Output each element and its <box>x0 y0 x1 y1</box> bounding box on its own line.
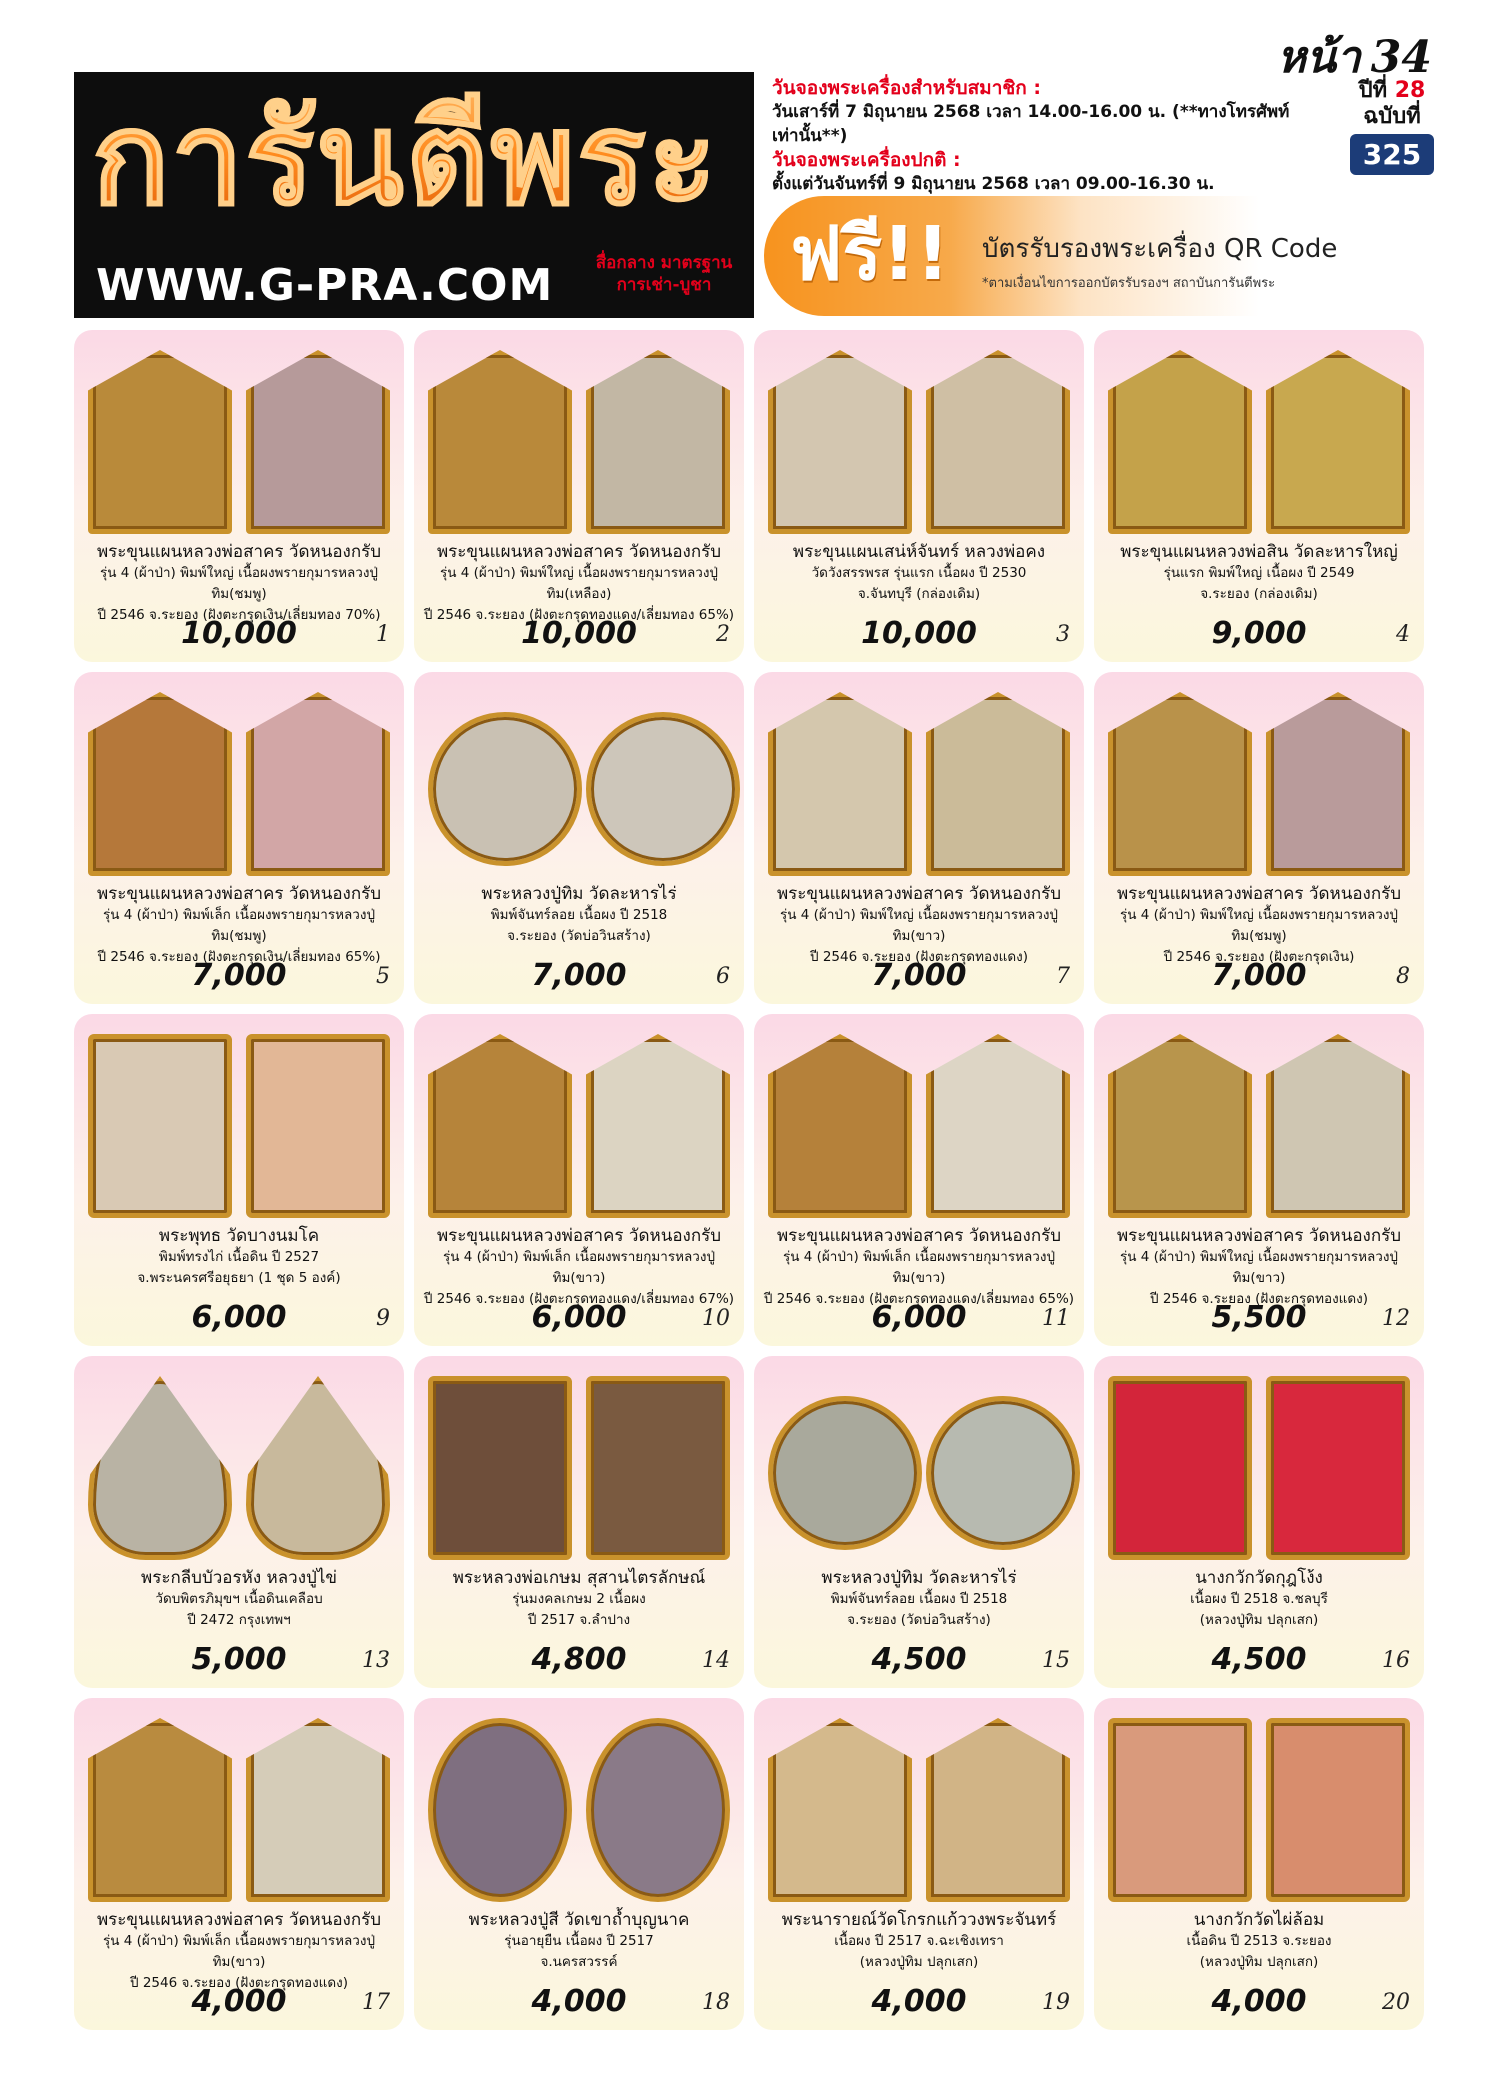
logo-title: การันตีพระ <box>92 90 742 230</box>
amulet-card[interactable] <box>414 672 744 1004</box>
amulet-front-image <box>768 350 912 534</box>
amulet-back-image <box>926 692 1070 876</box>
amulet-title: พระพุทธ วัดบางนมโค <box>158 1226 320 1246</box>
amulet-detail: รุ่น 4 (ผ้าป่า) พิมพ์เล็ก เนื้อผงพรายกุมารหลวงปู่ทิม(ขาว) <box>442 1249 716 1286</box>
amulet-caption <box>760 542 1078 605</box>
amulet-detail: พิมพ์จันทร์ลอย เนื้อผง ปี 2518 <box>490 907 668 923</box>
amulet-detail-2: ปี 2546 จ.ระยอง (ฝังตะกรุดเงิน/เลี่ยมทอง 65%) <box>97 949 381 965</box>
amulet-photos <box>428 1030 730 1222</box>
amulet-card[interactable] <box>74 1698 404 2030</box>
amulet-detail: เนื้อดิน ปี 2513 จ.ระยอง <box>1186 1933 1332 1949</box>
amulet-detail: รุ่น 4 (ผ้าป่า) พิมพ์ใหญ่ เนื้อผงพรายกุมารหลวงปู่ทิม(ขาว) <box>779 907 1058 944</box>
amulet-detail: พิมพ์จันทร์ลอย เนื้อผง ปี 2518 <box>830 1591 1008 1607</box>
amulet-detail-2: จ.ระยอง (กล่องเดิม) <box>1200 586 1318 602</box>
amulet-detail-2: ปี 2546 จ.ระยอง (ฝังตะกรุดทองแดง) <box>1149 1291 1369 1307</box>
amulet-card[interactable] <box>414 1698 744 2030</box>
amulet-caption <box>420 1226 738 1310</box>
amulet-caption <box>1100 542 1418 605</box>
booking-info <box>772 76 1332 196</box>
amulet-back-image <box>246 1376 390 1560</box>
amulet-detail-2: ปี 2517 จ.ลำปาง <box>527 1612 631 1628</box>
logo-slogan-line-1: สื่อกลาง มาตรฐาน <box>595 253 733 273</box>
amulet-front-image <box>88 1034 232 1218</box>
amulet-back-image <box>586 1034 730 1218</box>
amulet-caption <box>420 1568 738 1631</box>
amulet-price: 4,800 <box>531 1642 627 1677</box>
page-label: หน้า <box>1276 32 1361 83</box>
amulet-front-image <box>1108 1034 1252 1218</box>
amulet-front-image <box>1108 692 1252 876</box>
amulet-back-image <box>586 350 730 534</box>
amulet-number: 19 <box>1042 1990 1070 2015</box>
amulet-price: 7,000 <box>1211 958 1307 993</box>
amulet-title: พระกลีบบัวอรหัง หลวงปู่ไข่ <box>141 1568 337 1588</box>
amulet-back-image <box>246 1718 390 1902</box>
amulet-photos <box>428 1372 730 1564</box>
amulet-photos <box>768 1714 1070 1906</box>
amulet-photos <box>1108 346 1410 538</box>
amulet-front-image <box>428 692 572 876</box>
amulet-number: 15 <box>1042 1648 1070 1673</box>
amulet-photos <box>1108 1030 1410 1222</box>
member-booking-detail: วันเสาร์ที่ 7 มิถุนายน 2568 เวลา 14.00-16.00 น. (**ทางโทรศัพท์เท่านั้น**) <box>772 102 1290 146</box>
amulet-price: 9,000 <box>1211 616 1307 651</box>
amulet-price: 6,000 <box>531 1300 627 1335</box>
amulet-caption <box>1100 884 1418 968</box>
amulet-title: นางกวักวัดไผ่ล้อม <box>1193 1910 1325 1930</box>
amulet-back-image <box>246 350 390 534</box>
normal-booking-detail: ตั้งแต่วันจันทร์ที่ 9 มิถุนายน 2568 เวลา 09.00-16.30 น. <box>772 174 1215 194</box>
amulet-title: พระขุนแผนหลวงพ่อสาคร วัดหนองกรับ <box>96 1910 382 1930</box>
amulet-card[interactable] <box>754 1356 1084 1688</box>
amulet-detail: รุ่นอายุยืน เนื้อผง ปี 2517 <box>504 1933 654 1949</box>
amulet-front-image <box>428 1718 572 1902</box>
amulet-caption <box>420 542 738 626</box>
page-number-value: 34 <box>1370 32 1432 83</box>
amulet-photos <box>88 1030 390 1222</box>
amulet-number: 14 <box>702 1648 730 1673</box>
amulet-caption <box>760 1226 1078 1310</box>
amulet-front-image <box>768 692 912 876</box>
amulet-photos <box>1108 688 1410 880</box>
amulet-detail-2: จ.ระยอง (วัดบ่อวินสร้าง) <box>507 928 651 944</box>
amulet-detail-2: ปี 2546 จ.ระยอง (ฝังตะกรุดทองแดง/เลี่ยมทอง 65%) <box>763 1291 1075 1307</box>
amulet-back-image <box>586 692 730 876</box>
amulet-detail: รุ่น 4 (ผ้าป่า) พิมพ์เล็ก เนื้อผงพรายกุมารหลวงปู่ทิม(ชมพู) <box>102 907 376 944</box>
amulet-card[interactable] <box>74 330 404 662</box>
amulet-front-image <box>428 350 572 534</box>
amulet-number: 5 <box>376 964 390 989</box>
amulet-caption <box>1100 1226 1418 1310</box>
amulet-card[interactable] <box>754 1014 1084 1346</box>
amulet-number: 12 <box>1382 1306 1410 1331</box>
amulet-caption <box>80 884 398 968</box>
amulet-number: 18 <box>702 1990 730 2015</box>
amulet-card[interactable] <box>754 672 1084 1004</box>
amulet-card[interactable] <box>1094 1356 1424 1688</box>
banner-description: บัตรรับรองพระเครื่อง QR Code <box>982 234 1338 264</box>
amulet-photos <box>1108 1714 1410 1906</box>
amulet-photos <box>88 1714 390 1906</box>
amulet-price: 4,000 <box>871 1984 967 2019</box>
amulet-back-image <box>926 1034 1070 1218</box>
amulet-detail: วัดบพิตรภิมุขฯ เนื้อดินเคลือบ <box>155 1591 323 1607</box>
amulet-caption <box>420 1910 738 1973</box>
amulet-caption <box>80 542 398 626</box>
amulet-number: 17 <box>362 1990 390 2015</box>
amulet-number: 7 <box>1056 964 1070 989</box>
amulet-photos <box>768 346 1070 538</box>
amulet-number: 16 <box>1382 1648 1410 1673</box>
amulet-title: นางกวักวัดกุฎโง้ง <box>1195 1568 1323 1588</box>
amulet-back-image <box>926 1718 1070 1902</box>
amulet-number: 1 <box>376 622 390 647</box>
amulet-price: 7,000 <box>531 958 627 993</box>
amulet-card[interactable] <box>414 1014 744 1346</box>
amulet-front-image <box>1108 350 1252 534</box>
amulet-photos <box>768 1030 1070 1222</box>
issue-number-badge: 325 <box>1350 134 1434 175</box>
amulet-caption <box>80 1568 398 1631</box>
amulet-price: 4,500 <box>871 1642 967 1677</box>
amulet-price: 10,000 <box>181 616 297 651</box>
amulet-caption <box>80 1226 398 1289</box>
amulet-title: พระขุนแผนเสน่ห์จันทร์ หลวงพ่อคง <box>792 542 1046 562</box>
amulet-number: 10 <box>702 1306 730 1331</box>
amulet-number: 11 <box>1042 1306 1070 1331</box>
amulet-back-image <box>246 1034 390 1218</box>
amulet-photos <box>428 346 730 538</box>
amulet-detail-2: (หลวงปู่ทิม ปลุกเสก) <box>859 1954 979 1970</box>
amulet-photos <box>88 346 390 538</box>
amulet-front-image <box>768 1376 912 1560</box>
amulet-card[interactable] <box>754 330 1084 662</box>
amulet-title: พระนารายณ์วัดโกรกแก้ววงพระจันทร์ <box>781 1910 1057 1930</box>
amulet-detail-2: (หลวงปู่ทิม ปลุกเสก) <box>1199 1612 1319 1628</box>
amulet-detail-2: จ.นครสวรรค์ <box>540 1954 618 1970</box>
amulet-detail: รุ่น 4 (ผ้าป่า) พิมพ์เล็ก เนื้อผงพรายกุมารหลวงปู่ทิม(ขาว) <box>102 1933 376 1970</box>
amulet-detail: เนื้อผง ปี 2518 จ.ชลบุรี <box>1190 1591 1328 1607</box>
amulet-detail: รุ่นแรก พิมพ์ใหญ่ เนื้อผง ปี 2549 <box>1163 565 1355 581</box>
amulet-detail: วัดวังสรรพรส รุ่นแรก เนื้อผง ปี 2530 <box>811 565 1027 581</box>
amulet-card[interactable] <box>1094 1698 1424 2030</box>
amulet-title: พระขุนแผนหลวงพ่อสาคร วัดหนองกรับ <box>96 542 382 562</box>
amulet-front-image <box>1108 1718 1252 1902</box>
amulet-title: พระขุนแผนหลวงพ่อสาคร วัดหนองกรับ <box>776 884 1062 904</box>
amulet-price: 7,000 <box>191 958 287 993</box>
amulet-card[interactable] <box>414 1356 744 1688</box>
amulet-front-image <box>428 1376 572 1560</box>
amulet-title: พระหลวงปู่ทิม วัดละหารไร่ <box>821 1568 1017 1588</box>
amulet-price: 4,000 <box>191 1984 287 2019</box>
normal-booking-heading: วันจองพระเครื่องปกติ : <box>772 149 961 171</box>
amulet-detail: รุ่นมงคลเกษม 2 เนื้อผง <box>512 1591 646 1607</box>
amulet-photos <box>88 688 390 880</box>
amulet-front-image <box>768 1718 912 1902</box>
amulet-number: 20 <box>1382 1990 1410 2015</box>
amulet-caption <box>1100 1568 1418 1631</box>
amulet-title: พระขุนแผนหลวงพ่อสาคร วัดหนองกรับ <box>776 1226 1062 1246</box>
banner-note: *ตามเงื่อนไขการออกบัตรรับรองฯ สถาบันการันตีพระ <box>982 276 1276 291</box>
amulet-caption <box>1100 1910 1418 1973</box>
amulet-price: 5,500 <box>1211 1300 1307 1335</box>
issue-label: ฉบับที่ <box>1363 104 1421 129</box>
amulet-detail-2: (หลวงปู่ทิม ปลุกเสก) <box>1199 1954 1319 1970</box>
amulet-number: 8 <box>1396 964 1410 989</box>
amulet-front-image <box>428 1034 572 1218</box>
amulet-photos <box>88 1372 390 1564</box>
amulet-back-image <box>926 350 1070 534</box>
free-label: ฟรี!! <box>790 211 950 297</box>
amulet-photos <box>768 688 1070 880</box>
amulet-detail-2: ปี 2472 กรุงเทพฯ <box>187 1612 291 1628</box>
amulet-price: 10,000 <box>861 616 977 651</box>
amulet-back-image <box>1266 692 1410 876</box>
amulet-card[interactable] <box>754 1698 1084 2030</box>
amulet-back-image <box>1266 350 1410 534</box>
member-booking-heading: วันจองพระเครื่องสำหรับสมาชิก : <box>772 77 1041 99</box>
amulet-price: 4,000 <box>1211 1984 1307 2019</box>
year-value: 28 <box>1394 78 1426 103</box>
amulet-front-image <box>1108 1376 1252 1560</box>
amulet-title: พระหลวงปู่ทิม วัดละหารไร่ <box>481 884 677 904</box>
amulet-back-image <box>1266 1034 1410 1218</box>
amulet-detail-2: จ.พระนครศรีอยุธยา (1 ชุด 5 องค์) <box>137 1270 341 1286</box>
amulet-price: 4,500 <box>1211 1642 1307 1677</box>
amulet-card[interactable] <box>1094 1014 1424 1346</box>
amulet-price: 10,000 <box>521 616 637 651</box>
amulet-front-image <box>88 1718 232 1902</box>
amulet-grid <box>74 330 1426 2030</box>
amulet-detail-2: จ.ระยอง (วัดบ่อวินสร้าง) <box>847 1612 991 1628</box>
amulet-card[interactable] <box>414 330 744 662</box>
amulet-front-image <box>88 1376 232 1560</box>
amulet-price: 4,000 <box>531 1984 627 2019</box>
amulet-title: พระขุนแผนหลวงพ่อสาคร วัดหนองกรับ <box>96 884 382 904</box>
amulet-title: พระขุนแผนหลวงพ่อสาคร วัดหนองกรับ <box>1116 884 1402 904</box>
amulet-front-image <box>768 1034 912 1218</box>
amulet-price: 6,000 <box>871 1300 967 1335</box>
logo-url[interactable]: WWW.G-PRA.COM <box>96 260 554 311</box>
amulet-detail-2: ปี 2546 จ.ระยอง (ฝังตะกรุดทองแดง) <box>129 1975 349 1991</box>
amulet-caption <box>420 884 738 947</box>
amulet-price: 5,000 <box>191 1642 287 1677</box>
amulet-detail-2: จ.จันทบุรี (กล่องเดิม) <box>857 586 981 602</box>
amulet-detail: รุ่น 4 (ผ้าป่า) พิมพ์ใหญ่ เนื้อผงพรายกุมารหลวงปู่ทิม(ชมพู) <box>1119 907 1398 944</box>
amulet-detail: รุ่น 4 (ผ้าป่า) พิมพ์ใหญ่ เนื้อผงพรายกุมารหลวงปู่ทิม(ชมพู) <box>99 565 378 602</box>
amulet-back-image <box>246 692 390 876</box>
issue-year <box>1350 78 1434 104</box>
amulet-detail: รุ่น 4 (ผ้าป่า) พิมพ์ใหญ่ เนื้อผงพรายกุมารหลวงปู่ทิม(เหลือง) <box>439 565 718 602</box>
issue-info <box>1350 78 1434 175</box>
amulet-photos <box>768 1372 1070 1564</box>
amulet-price: 6,000 <box>191 1300 287 1335</box>
amulet-title: พระขุนแผนหลวงพ่อสาคร วัดหนองกรับ <box>1116 1226 1402 1246</box>
amulet-back-image <box>926 1376 1070 1560</box>
amulet-detail-2: ปี 2546 จ.ระยอง (ฝังตะกรุดเงิน/เลี่ยมทอง 70%) <box>97 607 381 623</box>
amulet-back-image <box>1266 1718 1410 1902</box>
amulet-detail: รุ่น 4 (ผ้าป่า) พิมพ์เล็ก เนื้อผงพรายกุมารหลวงปู่ทิม(ขาว) <box>782 1249 1056 1286</box>
amulet-card[interactable] <box>74 672 404 1004</box>
amulet-back-image <box>586 1718 730 1902</box>
amulet-detail-2: ปี 2546 จ.ระยอง (ฝังตะกรุดทองแดง/เลี่ยมทอง 65%) <box>423 607 735 623</box>
amulet-card[interactable] <box>74 1014 404 1346</box>
amulet-detail: เนื้อผง ปี 2517 จ.ฉะเชิงเทรา <box>834 1933 1004 1949</box>
amulet-number: 4 <box>1396 622 1410 647</box>
amulet-front-image <box>88 350 232 534</box>
amulet-caption <box>80 1910 398 1994</box>
amulet-detail-2: ปี 2546 จ.ระยอง (ฝังตะกรุดเงิน) <box>1163 949 1355 965</box>
amulet-back-image <box>586 1376 730 1560</box>
amulet-card[interactable] <box>1094 672 1424 1004</box>
amulet-photos <box>428 688 730 880</box>
amulet-back-image <box>1266 1376 1410 1560</box>
amulet-title: พระขุนแผนหลวงพ่อสาคร วัดหนองกรับ <box>436 542 722 562</box>
logo-slogan-line-2: การเช่า-บูชา <box>616 275 712 295</box>
amulet-caption <box>760 884 1078 968</box>
amulet-title: พระขุนแผนหลวงพ่อสิน วัดละหารใหญ่ <box>1120 542 1398 562</box>
amulet-front-image <box>88 692 232 876</box>
amulet-photos <box>1108 1372 1410 1564</box>
amulet-price: 7,000 <box>871 958 967 993</box>
amulet-caption <box>760 1568 1078 1631</box>
amulet-detail-2: ปี 2546 จ.ระยอง (ฝังตะกรุดทองแดง/เลี่ยมทอง 67%) <box>423 1291 735 1307</box>
amulet-number: 6 <box>716 964 730 989</box>
amulet-number: 3 <box>1056 622 1070 647</box>
amulet-number: 2 <box>716 622 730 647</box>
amulet-detail: พิมพ์ทรงไก่ เนื้อดิน ปี 2527 <box>158 1249 320 1265</box>
amulet-card[interactable] <box>74 1356 404 1688</box>
amulet-title: พระหลวงพ่อเกษม สุสานไตรลักษณ์ <box>452 1568 706 1588</box>
amulet-detail-2: ปี 2546 จ.ระยอง (ฝังตะกรุดทองแดง) <box>809 949 1029 965</box>
amulet-detail: รุ่น 4 (ผ้าป่า) พิมพ์ใหญ่ เนื้อผงพรายกุมารหลวงปู่ทิม(ขาว) <box>1119 1249 1398 1286</box>
amulet-title: พระขุนแผนหลวงพ่อสาคร วัดหนองกรับ <box>436 1226 722 1246</box>
year-label: ปีที่ <box>1358 78 1388 103</box>
amulet-photos <box>428 1714 730 1906</box>
amulet-number: 9 <box>376 1306 390 1331</box>
brand-logo[interactable] <box>74 72 754 318</box>
amulet-card[interactable] <box>1094 330 1424 662</box>
amulet-title: พระหลวงปู่สี วัดเขาถ้ำบุญนาค <box>468 1910 690 1930</box>
amulet-caption <box>760 1910 1078 1973</box>
logo-slogan <box>574 252 754 296</box>
amulet-number: 13 <box>362 1648 390 1673</box>
free-certificate-banner[interactable] <box>764 196 1424 316</box>
